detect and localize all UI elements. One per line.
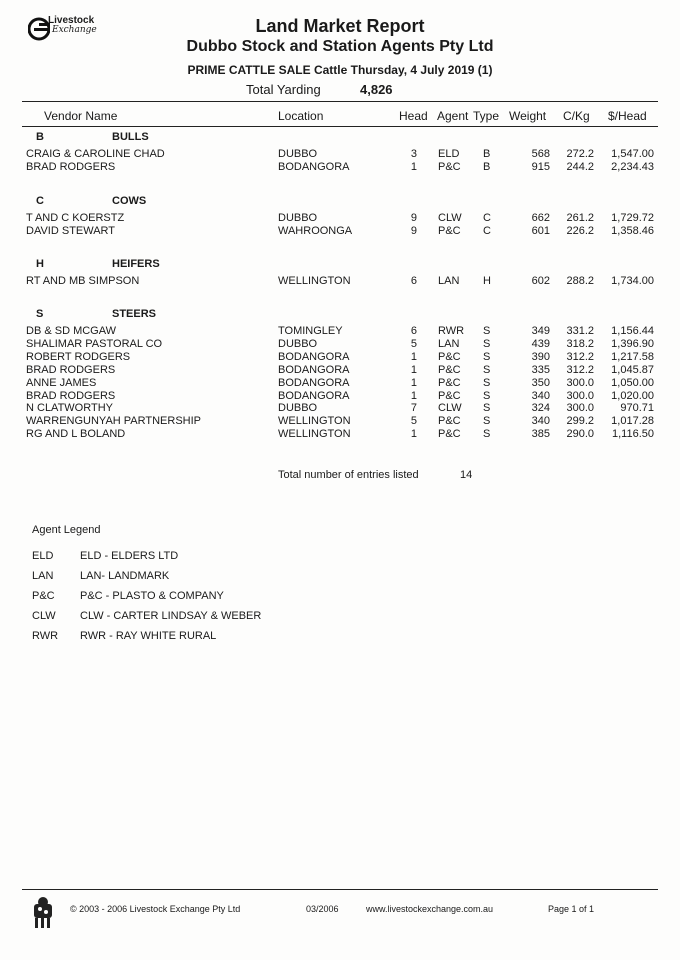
weight: 390 [531, 350, 550, 363]
weight: 350 [531, 376, 550, 389]
legend-code: LAN [32, 570, 54, 582]
weight: 340 [531, 389, 550, 402]
weight: 340 [531, 415, 550, 428]
head-count: 6 [410, 325, 417, 337]
weight: 385 [531, 428, 550, 441]
footer-url[interactable]: www.livestockexchange.com.au [366, 904, 494, 914]
dollars-per-head: 1,050.00 [611, 376, 654, 389]
agent-code: P&C [438, 224, 461, 237]
vendor-name: BRAD RODGERS [26, 160, 116, 173]
col-type: Type [473, 109, 500, 123]
weight: 602 [531, 275, 550, 287]
col-agent: Agent [437, 109, 469, 123]
legend-description: LAN- LANDMARK [80, 570, 170, 582]
dollars-per-head: 1,396.90 [611, 337, 654, 350]
cents-per-kg: 331.2 [566, 325, 594, 337]
type-code: H [483, 275, 491, 287]
cents-per-kg: 244.2 [566, 160, 594, 173]
location: TOMINGLEY [278, 325, 343, 337]
cattle-logo-icon [30, 896, 56, 930]
agent-code: ELD [438, 148, 460, 160]
dollars-per-head: 1,547.00 [611, 148, 654, 160]
vendor-name: BRAD RODGERS [26, 363, 116, 376]
dollars-per-head: 1,116.50 [611, 428, 654, 441]
total-entries-label: Total number of entries listed [278, 469, 419, 481]
cents-per-kg: 312.2 [566, 350, 594, 363]
legend-description: RWR - RAY WHITE RURAL [80, 630, 217, 642]
location: BODANGORA [278, 389, 350, 402]
legend-description: P&C - PLASTO & COMPANY [80, 590, 224, 602]
weight: 324 [531, 402, 550, 415]
section-code: H [36, 258, 44, 270]
vendor-name: N CLATWORTHY [26, 402, 113, 415]
col-location: Location [278, 109, 324, 123]
cents-per-kg: 318.2 [566, 337, 594, 350]
agent-code: P&C [438, 428, 461, 441]
section-name: HEIFERS [112, 258, 160, 270]
vendor-name: ANNE JAMES [26, 376, 97, 389]
total-entries-value: 14 [460, 469, 473, 481]
weight: 662 [531, 212, 550, 224]
cents-per-kg: 299.2 [566, 415, 594, 428]
total-yarding-label: Total Yarding [246, 82, 321, 97]
logo-text: Livestock [48, 15, 95, 26]
vendor-name: SHALIMAR PASTORAL CO [26, 337, 163, 350]
location: DUBBO [278, 402, 318, 415]
agent-code: CLW [438, 402, 462, 415]
weight: 601 [531, 224, 550, 237]
agent-code: P&C [438, 376, 461, 389]
type-code: B [483, 160, 491, 173]
logo-subtext: Exchange [52, 25, 97, 35]
vendor-name: WARRENGUNYAH PARTNERSHIP [26, 415, 202, 428]
head-count: 6 [410, 275, 417, 287]
legend-code: CLW [32, 610, 56, 622]
legend-code: RWR [32, 630, 59, 642]
dollars-per-head: 1,729.72 [611, 212, 654, 224]
location: DUBBO [278, 212, 318, 224]
legend-code: P&C [32, 590, 55, 602]
vendor-name: RT AND MB SIMPSON [26, 275, 140, 287]
company-name: Dubbo Stock and Station Agents Pty Ltd [186, 38, 494, 55]
cents-per-kg: 300.0 [566, 402, 594, 415]
location: WELLINGTON [278, 415, 351, 428]
head-count: 1 [410, 160, 417, 173]
dollars-per-head: 1,217.58 [611, 350, 654, 363]
cents-per-kg: 226.2 [566, 224, 594, 237]
head-count: 9 [410, 212, 417, 224]
cents-per-kg: 312.2 [566, 363, 594, 376]
location: WAHROONGA [278, 224, 353, 237]
report-title: Land Market Report [255, 16, 425, 36]
vendor-name: RG AND L BOLAND [26, 428, 126, 441]
section-name: BULLS [112, 131, 149, 143]
dollars-per-head: 1,020.00 [611, 389, 654, 402]
agent-code: P&C [438, 350, 461, 363]
location: BODANGORA [278, 160, 350, 173]
legend-description: ELD - ELDERS LTD [80, 550, 179, 562]
agent-code: LAN [438, 275, 460, 287]
type-code: S [483, 415, 491, 428]
cents-per-kg: 272.2 [566, 148, 594, 160]
weight: 335 [531, 363, 550, 376]
cents-per-kg: 290.0 [566, 428, 594, 441]
col-weight: Weight [509, 109, 547, 123]
section-code: S [36, 308, 44, 320]
vendor-name: ROBERT RODGERS [26, 350, 131, 363]
column-divider [22, 126, 658, 127]
section-code: C [36, 195, 44, 207]
location: DUBBO [278, 337, 318, 350]
section-name: STEERS [112, 308, 157, 320]
agent-code: LAN [438, 337, 460, 350]
col-vendor: Vendor Name [44, 109, 118, 123]
dollars-per-head: 1,156.44 [611, 325, 654, 337]
weight: 568 [531, 148, 550, 160]
agent-code: P&C [438, 363, 461, 376]
section-name: COWS [112, 195, 147, 207]
dollars-per-head: 1,045.87 [611, 363, 654, 376]
agent-code: P&C [438, 389, 461, 402]
head-count: 1 [410, 376, 417, 389]
type-code: S [483, 376, 491, 389]
weight: 915 [531, 160, 550, 173]
location: WELLINGTON [278, 275, 351, 287]
head-count: 5 [410, 337, 417, 350]
header-divider [22, 101, 658, 102]
head-count: 1 [410, 428, 417, 441]
footer-copyright: © 2003 - 2006 Livestock Exchange Pty Ltd [70, 904, 241, 914]
vendor-name: BRAD RODGERS [26, 389, 116, 402]
agent-code: RWR [438, 325, 465, 337]
location: BODANGORA [278, 350, 350, 363]
type-code: S [483, 325, 491, 337]
head-count: 1 [410, 363, 417, 376]
footer-divider [22, 889, 658, 890]
type-code: S [483, 350, 491, 363]
total-yarding-value: 4,826 [360, 82, 393, 97]
section-code: B [36, 131, 44, 143]
location: WELLINGTON [278, 428, 351, 441]
head-count: 3 [410, 148, 417, 160]
cents-per-kg: 288.2 [566, 275, 594, 287]
type-code: S [483, 428, 491, 441]
cents-per-kg: 300.0 [566, 376, 594, 389]
col-head: Head [399, 109, 428, 123]
type-code: S [483, 389, 491, 402]
agent-legend-title: Agent Legend [32, 524, 101, 536]
weight: 349 [531, 325, 550, 337]
head-count: 9 [410, 224, 417, 237]
footer-page: Page 1 of 1 [548, 904, 595, 914]
cents-per-kg: 300.0 [566, 389, 594, 402]
agent-code: P&C [438, 415, 461, 428]
head-count: 1 [410, 350, 417, 363]
vendor-name: T AND C KOERSTZ [26, 212, 125, 224]
vendor-name: CRAIG & CAROLINE CHAD [26, 148, 165, 160]
dollars-per-head: 1,017.28 [611, 415, 654, 428]
vendor-name: DB & SD MCGAW [26, 325, 117, 337]
weight: 439 [531, 337, 550, 350]
location: BODANGORA [278, 376, 350, 389]
legend-code: ELD [32, 550, 54, 562]
type-code: B [483, 148, 491, 160]
cents-per-kg: 261.2 [566, 212, 594, 224]
location: DUBBO [278, 148, 318, 160]
head-count: 7 [410, 402, 417, 415]
head-count: 5 [410, 415, 417, 428]
vendor-name: DAVID STEWART [26, 224, 116, 237]
legend-description: CLW - CARTER LINDSAY & WEBER [80, 610, 262, 622]
type-code: S [483, 363, 491, 376]
col-ckg: C/Kg [563, 109, 590, 123]
dollars-per-head: 1,358.46 [611, 224, 654, 237]
sale-description: PRIME CATTLE SALE Cattle Thursday, 4 July 2019 (1) [187, 63, 493, 77]
type-code: S [483, 337, 491, 350]
agent-code: CLW [438, 212, 462, 224]
dollars-per-head: 2,234.43 [611, 160, 654, 173]
agent-code: P&C [438, 160, 461, 173]
type-code: S [483, 402, 491, 415]
col-perhead: $/Head [608, 109, 647, 123]
type-code: C [483, 212, 491, 224]
type-code: C [483, 224, 491, 237]
footer-version: 03/2006 [306, 904, 339, 914]
head-count: 1 [410, 389, 417, 402]
dollars-per-head: 970.71 [620, 402, 654, 415]
location: BODANGORA [278, 363, 350, 376]
dollars-per-head: 1,734.00 [611, 275, 654, 287]
